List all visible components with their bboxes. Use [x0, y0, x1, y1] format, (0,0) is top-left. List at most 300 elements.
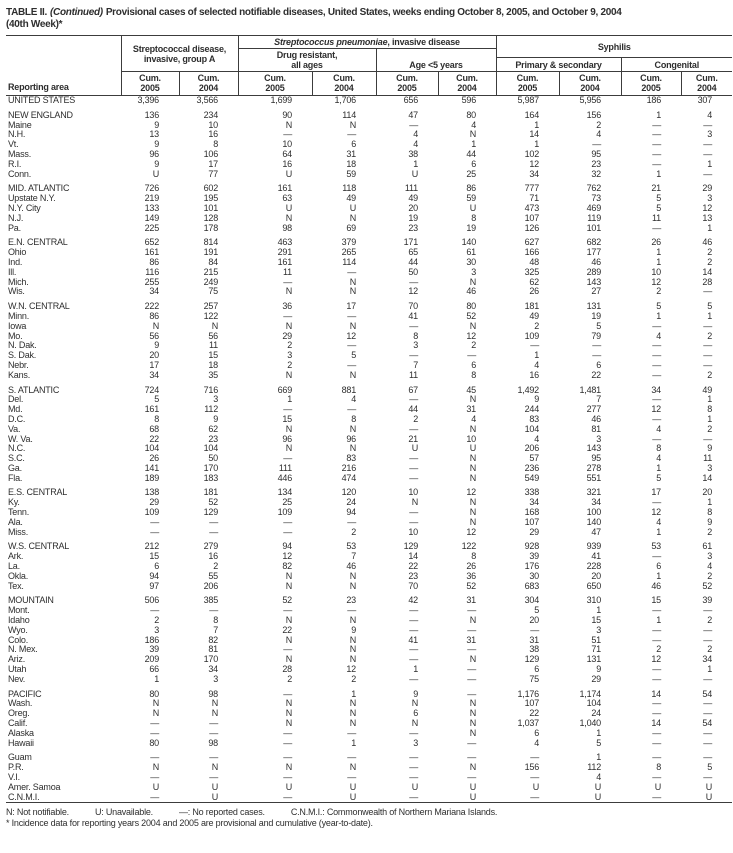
value-cell: —	[467, 673, 476, 684]
reporting-area-cell: Wash.	[8, 698, 33, 709]
table-row	[6, 214, 732, 224]
value-cell: N	[349, 320, 356, 331]
value-cell: 36	[466, 570, 476, 581]
value-cell: 68	[149, 423, 159, 434]
reporting-area-cell: Ind.	[8, 256, 23, 267]
value-cell: 94	[282, 541, 292, 552]
value-cell: U	[411, 168, 418, 179]
value-cell: 9	[534, 394, 539, 405]
value-cell: 20	[702, 487, 713, 498]
value-cell: 18	[208, 359, 218, 370]
value-cell: 8	[351, 413, 356, 424]
value-cell: —	[652, 624, 661, 635]
table-row	[6, 96, 732, 106]
value-cell: 75	[529, 673, 539, 684]
value-cell: —	[652, 752, 661, 763]
value-cell: 814	[203, 237, 218, 248]
value-cell: 80	[149, 688, 159, 699]
value-cell: 244	[524, 404, 539, 415]
value-cell: 5	[656, 193, 661, 204]
value-cell: 219	[144, 193, 159, 204]
value-cell: U	[411, 781, 418, 792]
value-cell: N	[469, 472, 476, 483]
value-cell: 4	[534, 359, 539, 370]
value-cell: N	[469, 129, 476, 140]
reporting-area-cell: Colo.	[8, 634, 29, 645]
table-row	[6, 332, 732, 342]
table-row	[6, 528, 732, 538]
value-cell: —	[409, 615, 418, 626]
table-row	[6, 729, 732, 739]
value-cell: —	[652, 497, 661, 508]
table-row	[6, 572, 732, 582]
reporting-area-cell: Oreg.	[8, 708, 30, 719]
value-cell: 34	[208, 664, 218, 675]
value-cell: U	[285, 168, 292, 179]
value-cell: —	[347, 404, 356, 415]
value-cell: 1	[707, 158, 713, 169]
value-cell: U	[469, 202, 476, 213]
value-cell: 1	[471, 139, 476, 150]
value-cell: N	[469, 394, 476, 405]
value-cell: 8	[471, 369, 476, 380]
value-cell: 140	[461, 237, 476, 248]
value-cell: 14	[408, 551, 418, 562]
value-cell: 3	[413, 737, 418, 748]
value-cell: 49	[346, 193, 356, 204]
value-cell: 34	[149, 369, 159, 380]
value-cell: 71	[529, 193, 539, 204]
value-cell: 8	[707, 507, 713, 518]
value-cell: 5	[656, 301, 661, 312]
value-cell: 20	[408, 202, 418, 213]
value-cell: 112	[587, 762, 601, 773]
value-cell: N	[349, 654, 356, 665]
value-cell: 102	[524, 148, 539, 159]
value-cell: 83	[346, 453, 356, 464]
table-row	[6, 435, 732, 445]
table-row	[6, 444, 732, 454]
value-cell: 80	[466, 301, 476, 312]
table-row	[6, 783, 732, 793]
value-cell: 131	[586, 301, 601, 312]
value-cell: —	[467, 624, 476, 635]
value-cell: 4	[596, 129, 601, 140]
value-cell: 726	[144, 183, 159, 194]
reporting-area-cell: Kans.	[8, 369, 31, 380]
value-cell: 46	[466, 286, 476, 297]
value-cell: 53	[346, 541, 356, 552]
value-cell: —	[283, 526, 292, 537]
value-cell: N	[469, 727, 476, 738]
table-row	[6, 224, 732, 234]
value-cell: —	[409, 772, 418, 782]
value-cell: 15	[651, 595, 661, 606]
value-cell: —	[409, 453, 418, 464]
table-row	[6, 371, 732, 381]
value-cell: —	[409, 394, 418, 405]
value-cell: 1	[413, 664, 418, 675]
value-cell: 8	[707, 404, 713, 415]
reporting-area-cell: Idaho	[8, 615, 30, 626]
value-cell: N	[411, 698, 418, 709]
value-cell: 463	[277, 237, 292, 248]
value-cell: —	[703, 708, 713, 719]
value-cell: 724	[144, 384, 159, 395]
value-cell: —	[409, 791, 418, 802]
value-cell: N	[469, 276, 476, 287]
value-cell: 7	[351, 551, 356, 562]
value-cell: —	[652, 222, 661, 233]
value-cell: 669	[277, 384, 292, 395]
value-cell: —	[150, 605, 159, 616]
value-cell: N	[349, 423, 356, 434]
value-cell: —	[409, 516, 418, 527]
value-cell: 116	[145, 266, 159, 277]
value-cell: 70	[408, 301, 418, 312]
value-cell: 120	[341, 487, 356, 498]
value-cell: 8	[471, 212, 476, 223]
value-cell: 186	[144, 634, 159, 645]
value-cell: 291	[277, 247, 292, 258]
value-cell: 8	[471, 551, 476, 562]
value-cell: N	[285, 580, 292, 591]
value-cell: 4	[656, 330, 661, 341]
value-cell: 506	[144, 595, 159, 606]
value-cell: 47	[408, 109, 418, 120]
value-cell: 4	[351, 394, 356, 405]
value-cell: 3	[707, 462, 713, 473]
value-cell: U	[349, 781, 356, 792]
value-cell: —	[409, 320, 418, 331]
value-cell: 4	[413, 129, 418, 140]
value-cell: 3	[596, 433, 601, 444]
value-cell: —	[283, 605, 292, 616]
value-cell: N	[349, 570, 356, 581]
value-cell: 385	[203, 595, 218, 606]
reporting-area-cell: S.C.	[8, 453, 25, 464]
value-cell: —	[703, 119, 713, 130]
value-cell: 12	[346, 664, 356, 675]
value-cell: —	[703, 433, 713, 444]
value-cell: N	[285, 423, 292, 434]
value-cell: 3	[413, 340, 418, 351]
value-cell: —	[703, 605, 713, 616]
value-cell: 114	[342, 109, 356, 120]
value-cell: 216	[341, 462, 356, 473]
footnote-legend	[6, 807, 729, 818]
value-cell: 80	[466, 109, 476, 120]
reporting-area-cell: S. Dak.	[8, 350, 37, 361]
value-cell: N	[152, 708, 159, 719]
value-cell: —	[652, 698, 661, 709]
value-cell: 12	[651, 654, 661, 665]
value-cell: N	[285, 762, 292, 773]
reporting-area-cell: MID. ATLANTIC	[8, 183, 70, 194]
reporting-area-cell: N.H.	[8, 129, 26, 140]
value-cell: 234	[203, 109, 218, 120]
value-cell: 49	[408, 193, 418, 204]
value-cell: 1	[287, 394, 292, 405]
value-cell: 23	[408, 570, 418, 581]
table-row	[6, 238, 732, 248]
reporting-area-cell: Mont.	[8, 605, 30, 616]
value-cell: 3	[707, 129, 713, 140]
value-cell: 1	[707, 664, 713, 675]
value-cell: N	[469, 615, 476, 626]
reporting-area-cell: Md.	[8, 404, 23, 415]
reporting-area-cell: Fla.	[8, 472, 23, 483]
value-cell: 14	[651, 688, 661, 699]
value-cell: 106	[203, 148, 218, 159]
value-cell: —	[347, 359, 356, 370]
value-cell: 28	[282, 664, 292, 675]
value-cell: —	[409, 462, 418, 473]
table-row	[6, 312, 732, 322]
value-cell: 29	[149, 497, 159, 508]
reporting-area-cell: Ga.	[8, 462, 22, 473]
value-cell: 777	[524, 183, 539, 194]
value-cell: 3	[707, 193, 713, 204]
table-row	[6, 140, 732, 150]
value-cell: 21	[651, 183, 661, 194]
value-cell: —	[409, 507, 418, 518]
value-cell: 22	[149, 433, 159, 444]
value-cell: 4	[656, 423, 661, 434]
value-cell: 51	[591, 634, 601, 645]
table-row	[6, 773, 732, 783]
table-row	[6, 596, 732, 606]
value-cell: 13	[702, 212, 713, 223]
value-cell: —	[703, 634, 713, 645]
value-cell: —	[209, 605, 218, 616]
value-cell: —	[283, 737, 292, 748]
value-cell: —	[652, 340, 661, 351]
value-cell: N	[349, 276, 356, 287]
value-cell: 166	[524, 247, 539, 258]
value-cell: —	[652, 433, 661, 444]
reporting-area-cell: Tex.	[8, 580, 24, 591]
value-cell: 9	[154, 158, 159, 169]
value-cell: 10	[408, 526, 418, 537]
value-cell: 8	[213, 139, 218, 150]
value-cell: N	[285, 320, 292, 331]
value-cell: 278	[586, 462, 601, 473]
reporting-area-cell: Iowa	[8, 320, 27, 331]
reporting-area-cell: Mich.	[8, 276, 29, 287]
value-cell: 52	[208, 497, 218, 508]
value-cell: —	[209, 752, 218, 763]
table-row	[6, 268, 732, 278]
value-cell: N	[349, 708, 356, 719]
table-row	[6, 739, 732, 749]
value-cell: 1,174	[579, 688, 601, 699]
value-cell: 15	[149, 551, 159, 562]
value-cell: N	[469, 516, 476, 527]
value-cell: 3,396	[137, 95, 159, 105]
reporting-area-cell: PACIFIC	[8, 688, 42, 699]
value-cell: —	[467, 688, 476, 699]
value-cell: —	[652, 139, 661, 150]
reporting-area-cell: S. ATLANTIC	[8, 384, 60, 395]
table-row	[6, 582, 732, 592]
table-row	[6, 665, 732, 675]
value-cell: 9	[351, 624, 356, 635]
value-cell: N	[349, 698, 356, 709]
value-cell: 22	[282, 624, 292, 635]
value-cell: —	[347, 516, 356, 527]
value-cell: 881	[341, 384, 356, 395]
value-cell: 5	[707, 762, 713, 773]
value-cell: N	[285, 615, 292, 626]
value-cell: 4	[534, 433, 539, 444]
table-row	[6, 793, 732, 803]
value-cell: 17	[651, 487, 661, 498]
value-cell: 5,956	[579, 95, 601, 105]
value-cell: 112	[204, 404, 218, 415]
table-row	[6, 351, 732, 361]
value-cell: —	[592, 350, 601, 361]
reporting-area-cell: N.C.	[8, 443, 26, 454]
syphilis-header: Syphilis	[496, 36, 732, 58]
value-cell: N	[285, 698, 292, 709]
value-cell: —	[409, 605, 418, 616]
value-cell: 325	[524, 266, 539, 277]
reporting-area-cell: N.Y. City	[8, 202, 41, 213]
value-cell: 170	[203, 654, 218, 665]
value-cell: 104	[586, 698, 601, 709]
value-cell: 52	[466, 580, 476, 591]
value-cell: N	[285, 212, 292, 223]
value-cell: —	[409, 673, 418, 684]
value-cell: 12	[282, 551, 292, 562]
value-cell: —	[703, 727, 713, 738]
value-cell: —	[467, 752, 476, 763]
value-cell: 6	[471, 158, 476, 169]
value-cell: 1	[656, 615, 661, 626]
value-cell: —	[283, 752, 292, 763]
reporting-area-cell: Miss.	[8, 526, 28, 537]
value-cell: 38	[529, 644, 539, 655]
value-cell: N	[349, 286, 356, 297]
value-cell: 222	[144, 301, 159, 312]
value-cell: 16	[208, 551, 218, 562]
value-cell: 1	[596, 752, 601, 763]
cum-2005-header: Cum. 2005	[121, 72, 179, 96]
value-cell: 129	[524, 654, 539, 665]
value-cell: 1	[707, 394, 713, 405]
value-cell: 53	[651, 541, 661, 552]
value-cell: 134	[277, 487, 292, 498]
value-cell: —	[703, 350, 713, 361]
reporting-area-cell: V.I.	[8, 772, 20, 782]
reporting-area-cell: C.N.M.I.	[8, 791, 40, 802]
value-cell: 31	[346, 148, 356, 159]
value-cell: 2	[287, 340, 292, 351]
table-title-line2: (40th Week)*	[6, 19, 63, 30]
drug-resistant-header: Drug resistant, all ages	[238, 49, 376, 72]
value-cell: 195	[203, 193, 218, 204]
value-cell: 177	[586, 247, 601, 258]
value-cell: —	[409, 624, 418, 635]
value-cell: 156	[524, 762, 539, 773]
value-cell: 1	[656, 462, 661, 473]
value-cell: 19	[466, 222, 476, 233]
reporting-area-cell: Ky.	[8, 497, 20, 508]
value-cell: —	[150, 526, 159, 537]
value-cell: 683	[524, 580, 539, 591]
value-cell: 95	[591, 148, 601, 159]
value-cell: 5	[596, 737, 601, 748]
value-cell: 3	[707, 551, 713, 562]
value-cell: 27	[591, 286, 601, 297]
value-cell: —	[347, 752, 356, 763]
value-cell: 1,037	[517, 718, 539, 729]
value-cell: 602	[203, 183, 218, 194]
reporting-area-cell: Tenn.	[8, 507, 30, 518]
value-cell: N	[349, 119, 356, 130]
reporting-area-cell: D.C.	[8, 413, 26, 424]
value-cell: 129	[403, 541, 418, 552]
value-cell: —	[703, 359, 713, 370]
cum-2004-header: Cum. 2004	[559, 72, 621, 96]
value-cell: —	[283, 688, 292, 699]
value-cell: 1	[656, 310, 661, 321]
value-cell: 4	[534, 737, 539, 748]
table-row	[6, 636, 732, 646]
value-cell: 12	[651, 507, 661, 518]
table-row	[6, 111, 732, 121]
value-cell: N	[211, 708, 218, 719]
value-cell: 2	[707, 256, 713, 267]
value-cell: N	[469, 507, 476, 518]
value-cell: 2	[707, 570, 713, 581]
value-cell: 128	[203, 212, 218, 223]
value-cell: 2	[287, 673, 292, 684]
reporting-area-cell: Va.	[8, 423, 21, 434]
value-cell: N	[152, 762, 159, 773]
value-cell: N	[211, 698, 218, 709]
value-cell: 95	[591, 453, 601, 464]
value-cell: 6	[656, 561, 661, 572]
value-cell: N	[349, 580, 356, 591]
value-cell: 18	[346, 158, 356, 169]
value-cell: 50	[408, 266, 418, 277]
table-row	[6, 150, 732, 160]
value-cell: 1	[656, 256, 661, 267]
value-cell: N	[285, 654, 292, 665]
value-cell: 23	[346, 595, 356, 606]
value-cell: 1	[534, 350, 539, 361]
value-cell: 5	[656, 472, 661, 483]
value-cell: 42	[408, 595, 418, 606]
value-cell: —	[209, 772, 218, 782]
value-cell: 939	[586, 541, 601, 552]
value-cell: —	[703, 139, 713, 150]
value-cell: —	[467, 772, 476, 782]
value-cell: 304	[524, 595, 539, 606]
value-cell: —	[283, 310, 292, 321]
value-cell: 61	[702, 541, 713, 552]
value-cell: 11	[283, 266, 292, 277]
value-cell: —	[530, 791, 539, 802]
value-cell: 23	[208, 433, 218, 444]
value-cell: —	[703, 673, 713, 684]
value-cell: 1	[656, 526, 661, 537]
value-cell: —	[652, 158, 661, 169]
value-cell: 31	[466, 634, 476, 645]
value-cell: N	[349, 369, 356, 380]
